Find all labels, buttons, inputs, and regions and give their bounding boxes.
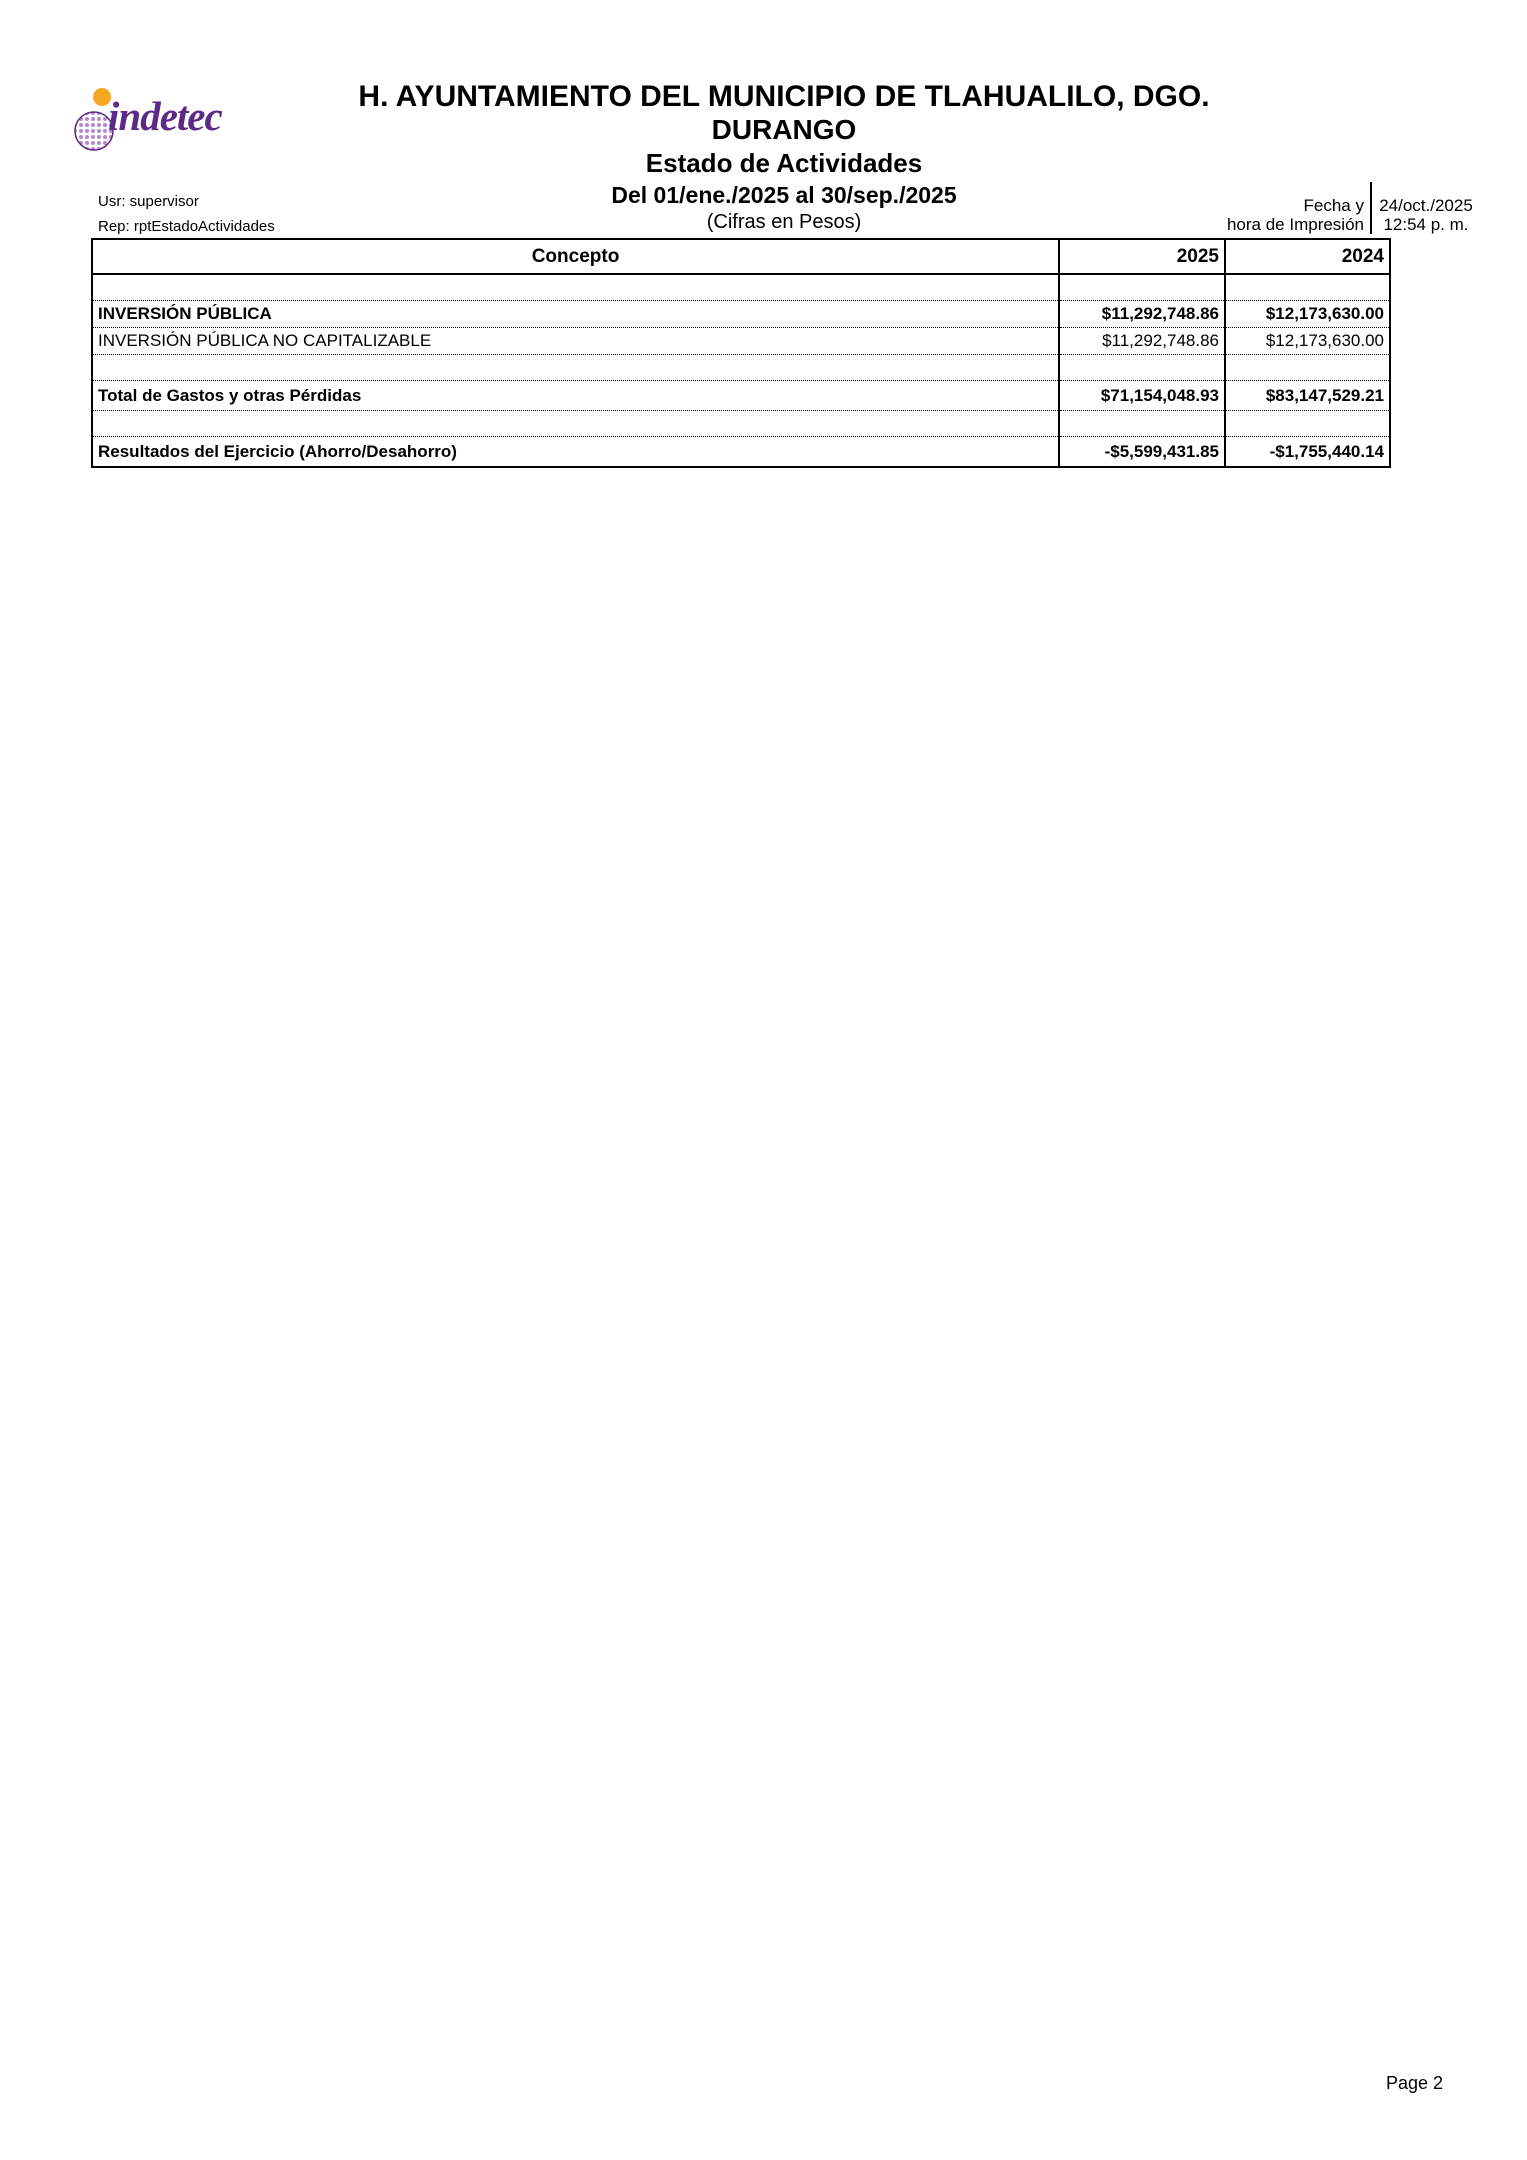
column-header-2024: 2024 — [1225, 239, 1390, 274]
table-row-total — [92, 381, 1390, 411]
row-value-2025: -$5,599,431.85 — [1059, 437, 1225, 468]
page-number: Page 2 — [1386, 2073, 1444, 2093]
print-info-divider — [1370, 182, 1372, 234]
print-date-label: Fecha y — [1303, 196, 1364, 215]
row-concept: INVERSIÓN PÚBLICA — [92, 301, 1059, 328]
report-units: (Cifras en Pesos) — [706, 211, 862, 233]
table-header-row — [92, 239, 1390, 274]
report-title: Estado de Actividades — [645, 148, 923, 178]
column-header-concepto: Concepto — [92, 239, 1059, 274]
org-title: H. AYUNTAMIENTO DEL MUNICIPIO DE TLAHUALILO, DGO. — [358, 80, 1210, 113]
table-row — [92, 328, 1390, 355]
logo-wordmark: indetec — [108, 93, 222, 139]
print-date-value: 24/oct./2025 — [1379, 196, 1473, 215]
user-label: Usr: supervisor — [98, 193, 199, 210]
row-value-2024: $12,173,630.00 — [1225, 328, 1390, 355]
row-value-2025: $11,292,748.86 — [1059, 301, 1225, 328]
state-title: DURANGO — [711, 114, 857, 145]
row-concept: Resultados del Ejercicio (Ahorro/Desahorro) — [98, 441, 457, 461]
table-spacer-row — [92, 355, 1390, 381]
column-header-2025: 2025 — [1059, 239, 1225, 274]
table-spacer-row — [92, 274, 1390, 301]
report-id-label: Rep: rptEstadoActividades — [98, 218, 275, 235]
row-value-2024: $83,147,529.21 — [1225, 381, 1390, 411]
row-value-2025: $11,292,748.86 — [1059, 328, 1225, 355]
row-concept: Total de Gastos y otras Pérdidas — [92, 381, 1059, 411]
report-period: Del 01/ene./2025 al 30/sep./2025 — [611, 182, 957, 208]
row-concept: INVERSIÓN PÚBLICA NO CAPITALIZABLE — [92, 328, 1059, 355]
table-row-result — [92, 437, 1390, 468]
row-value-2024: $12,173,630.00 — [1225, 301, 1390, 328]
row-value-2024: -$1,755,440.14 — [1225, 437, 1390, 468]
row-value-2025: $71,154,048.93 — [1059, 381, 1225, 411]
print-time-label: hora de Impresión — [1226, 215, 1364, 234]
table-row — [92, 301, 1390, 328]
print-time-value: 12:54 p. m. — [1383, 215, 1469, 234]
activities-table — [91, 238, 1391, 468]
table-spacer-row — [92, 411, 1390, 437]
